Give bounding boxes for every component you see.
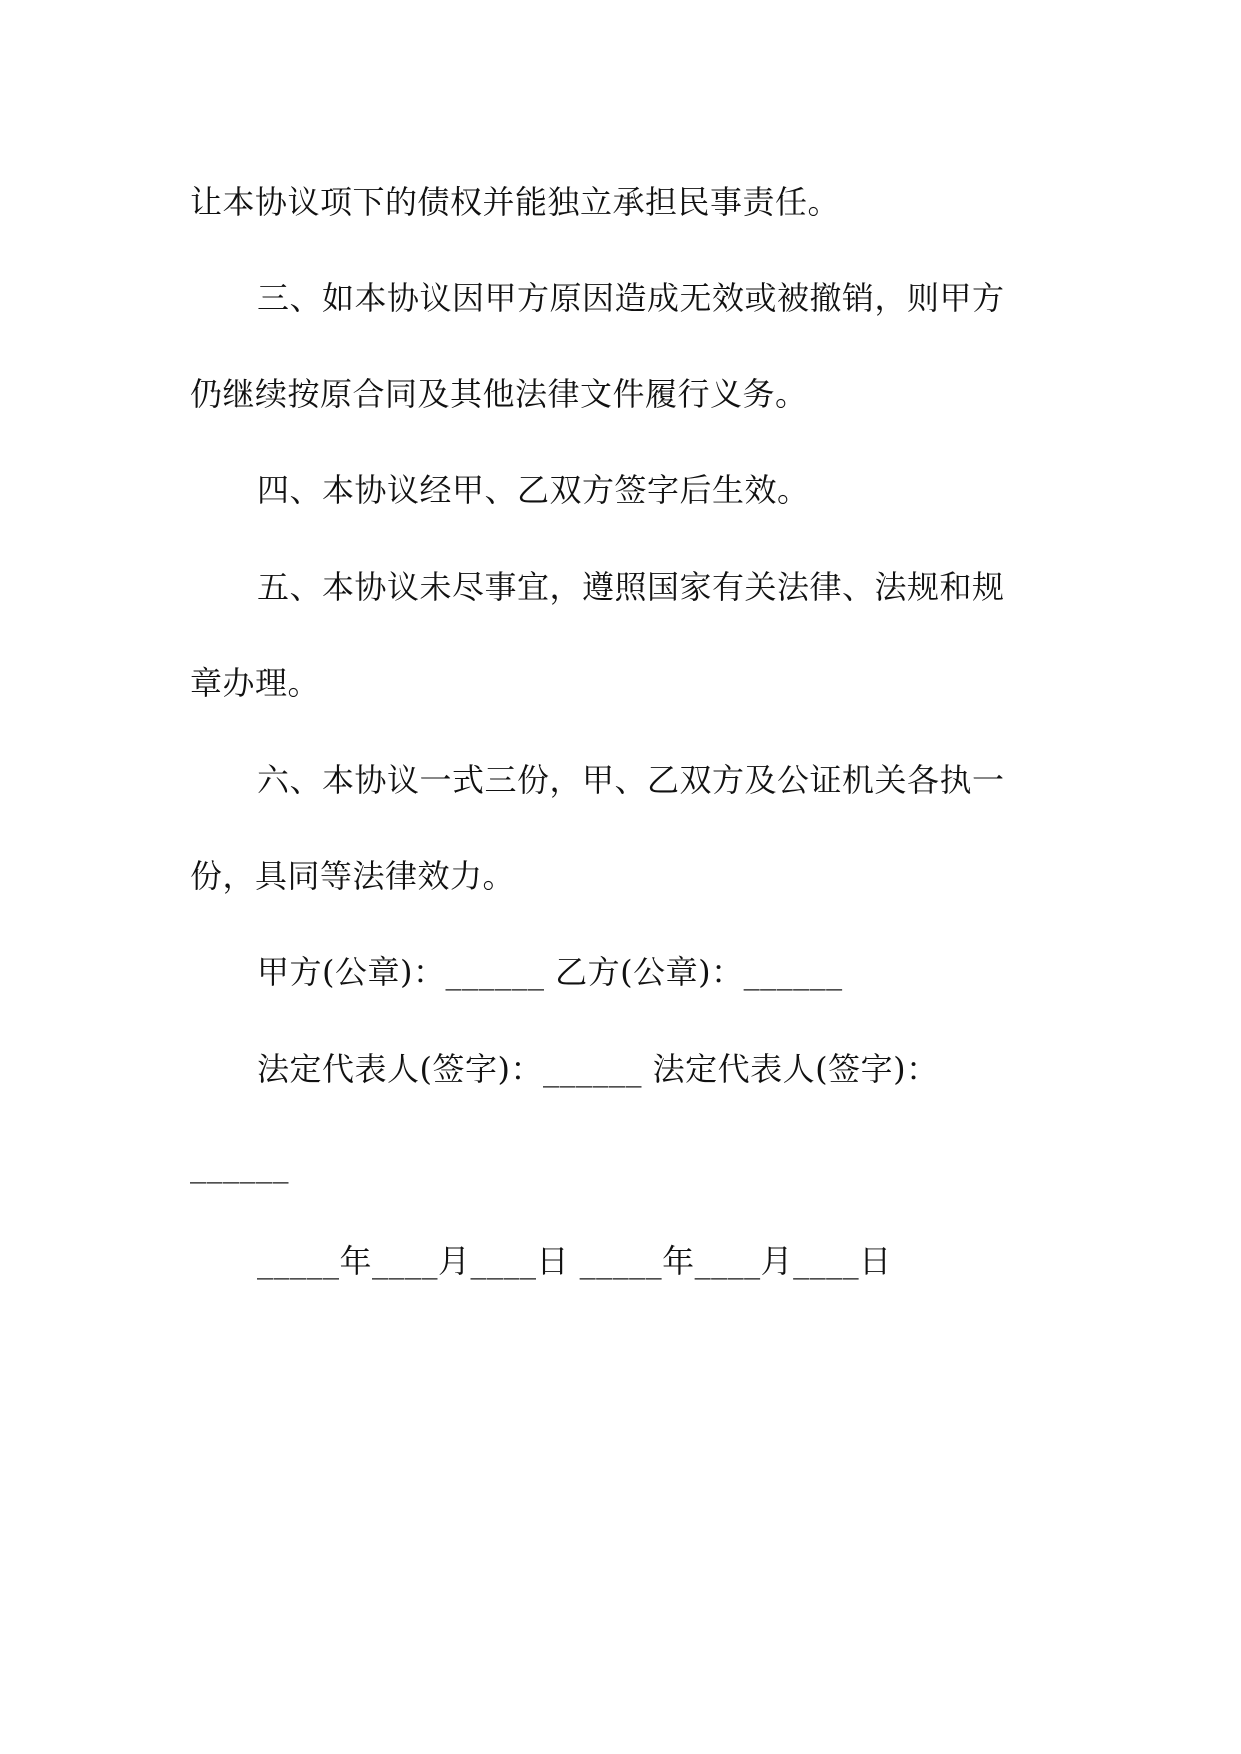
text-line: 让本协议项下的债权并能独立承担民事责任。	[190, 183, 841, 221]
text-line: 章办理。	[190, 664, 321, 702]
signature-blank-line: ______	[190, 1146, 289, 1184]
date-line: _____年____月____日 _____年____月____日	[257, 1242, 892, 1280]
clause-four-line: 四、本协议经甲、乙双方签字后生效。	[257, 471, 810, 509]
clause-five-line: 五、本协议未尽事宜，遵照国家有关法律、法规和规	[257, 568, 1005, 606]
text-line: 仍继续按原合同及其他法律文件履行义务。	[190, 375, 808, 413]
clause-six-line: 六、本协议一式三份，甲、乙双方及公证机关各执一	[257, 761, 1005, 799]
text-line: 份，具同等法律效力。	[190, 857, 516, 895]
seal-line: 甲方(公章)：______ 乙方(公章)：______	[257, 953, 843, 991]
representative-signature-line: 法定代表人(签字)：______ 法定代表人(签字)：	[257, 1050, 939, 1088]
clause-three-line: 三、如本协议因甲方原因造成无效或被撤销，则甲方	[257, 279, 1005, 317]
